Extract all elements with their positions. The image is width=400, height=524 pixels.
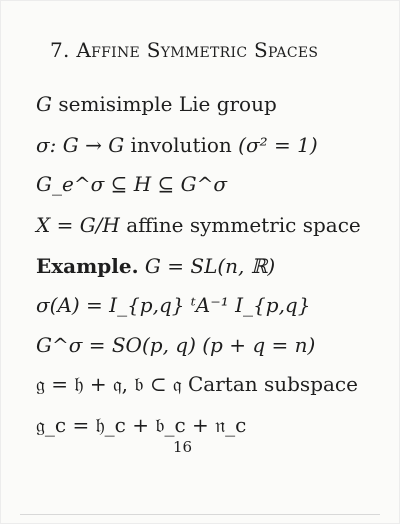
line-example: [36, 254, 275, 278]
math-expr-2: (σ² = 1): [238, 133, 318, 157]
line-subgroup-chain: [36, 172, 227, 196]
math-expr: σ: G → G: [36, 133, 125, 157]
section-number: 7.: [50, 38, 70, 62]
line-text: involution: [124, 133, 239, 157]
line-text: Cartan subspace: [181, 372, 358, 396]
math-expr: σ(A) = I_{p,q} ᵗA⁻¹ I_{p,q}: [36, 293, 311, 317]
section-title: Affine Symmetric Spaces: [76, 38, 319, 62]
math-expr: 𝔤_c = 𝔥_c + 𝔟_c + 𝔫_c: [36, 413, 247, 437]
line-cartan-subspace: [36, 372, 358, 396]
line-fixed-group: [36, 333, 315, 357]
math-expr: G^σ = SO(p, q) (p + q = n): [36, 333, 316, 357]
math-expr: G = SL(n, ℝ): [138, 254, 276, 278]
line-involution: [36, 133, 318, 157]
line-semisimple: [36, 92, 277, 116]
math-expr: X = G/H: [36, 213, 120, 237]
line-complexification: [36, 413, 246, 437]
line-text: affine symmetric space: [119, 213, 361, 237]
math-expr: 𝔤 = 𝔥 + 𝔮, 𝔟 ⊂ 𝔮: [36, 372, 182, 396]
line-text: semisimple Lie group: [51, 92, 277, 116]
bottom-edge-rule: [20, 514, 380, 515]
math-expr: G_e^σ ⊆ H ⊆ G^σ: [36, 172, 227, 196]
line-affine-space: [36, 213, 361, 237]
example-label: Example.: [36, 254, 139, 278]
line-sigma-formula: [36, 293, 310, 317]
page-number: 16: [173, 438, 193, 456]
section-heading: [50, 38, 318, 62]
math-expr: G: [36, 92, 52, 116]
